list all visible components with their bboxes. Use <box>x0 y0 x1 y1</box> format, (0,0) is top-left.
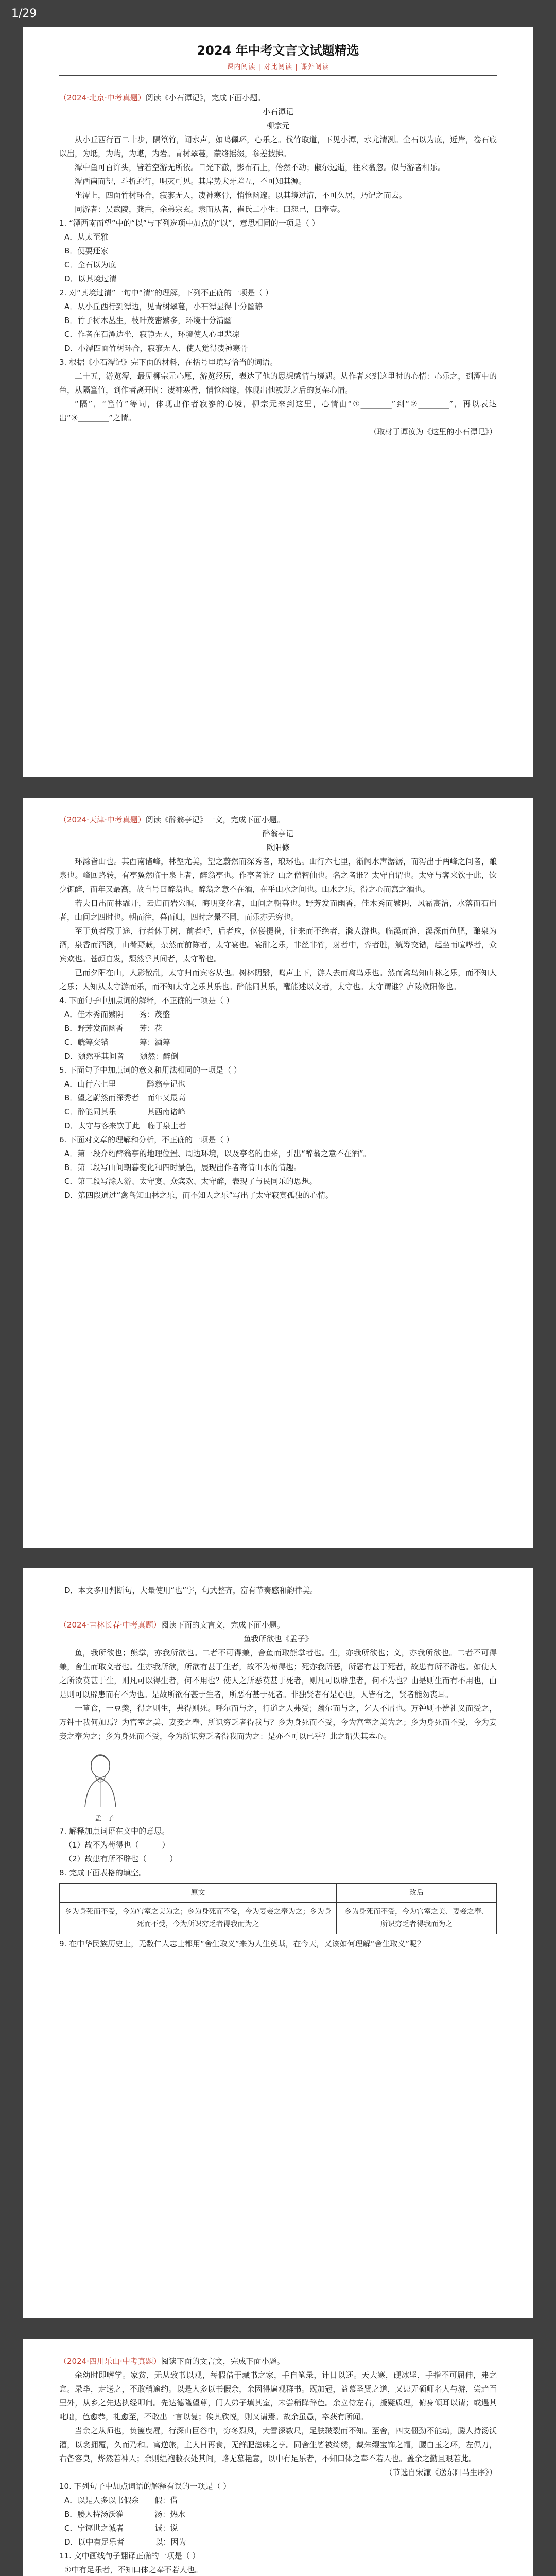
question: 6. 下面对文章的理解和分析，不正确的一项是（ ） <box>59 1135 234 1144</box>
table-row <box>60 1903 497 1934</box>
question: 7. 解释加点词语在文中的意思。 <box>59 1826 170 1836</box>
question-item: （1）故不为苟得也（ ） <box>64 1840 170 1850</box>
question: 10. 下列句子中加点词语的解释有误的一项是（ ） <box>59 2482 231 2491</box>
passage-paragraph: 当余之从师也，负箧曳屣，行深山巨谷中，穷冬烈风，大雪深数尺，足肤皲裂而不知。至舍，四支僵劲不能动，媵人持汤沃灌，以衾拥覆，久而乃和。寓逆旅，主人日再食，无鲜肥滋味之享。同舍生皆被绮绣，戴朱缨宝饰之帽，腰白玉之环，左佩刀，右备容臭，烨然若神人；余则缊袍敝衣处其间，略无慕艳意，以中有足乐者，不知口体之奉不若人也。盖余之勤且艰若此。 <box>59 2426 497 2463</box>
portrait-illustration <box>70 1747 131 1808</box>
question: 3. 根据《小石潭记》完下面的材料，在括号里填写恰当的词语。 <box>59 358 278 367</box>
option: D．第四段通过“禽鸟知山林之乐，而不知人之乐”写出了太守寂寞孤独的心情。 <box>64 1191 334 1200</box>
option: D．小潭四面竹树环合，寂寥无人，使人觉得凄神寒骨 <box>64 344 248 353</box>
document-tagline: 课内阅读 | 对比阅读 | 课外阅读 <box>227 63 329 71</box>
section-2 <box>59 813 497 1202</box>
section-heading: （2024·吉林长春·中考真题）阅读下面的文言文，完成下面小题。 <box>59 1620 285 1630</box>
option: A．以是人多以书假余 假：借 <box>64 2496 178 2505</box>
option: B．媵人持汤沃灌 汤：热水 <box>64 2510 186 2519</box>
document-page-3 <box>23 1568 533 2318</box>
table-header: 原文 <box>60 1884 337 1903</box>
option: C．宁诬世之诚者 诚：说 <box>64 2523 178 2533</box>
question: 1. “潭西南而望”中的“以”与下列选项中加点的“以”，意思相同的一项是（ ） <box>59 218 320 228</box>
option: D．以其境过清 <box>64 274 117 283</box>
passage-title: 小石潭记 <box>262 107 293 116</box>
option: A．从小丘西行到潭边，见青树翠蔓，小石潭显得十分幽静 <box>64 302 263 311</box>
option: B．便要还家 <box>64 246 109 256</box>
passage-paragraph: 坐潭上，四面竹树环合，寂寥无人，凄神寒骨，悄怆幽邃。以其境过清，不可久居，乃记之而去。 <box>75 191 407 200</box>
option: B．望之蔚然而深秀者 而年又最高 <box>64 1093 186 1103</box>
question: 2. 对“其境过清”一句中“清”的理解，下列不正确的一项是（ ） <box>59 288 273 297</box>
option: B．竹子树木丛生，枝叶茂密繁多，环境十分清幽 <box>64 316 232 325</box>
document-page-1 <box>23 27 533 777</box>
table-header: 改后 <box>337 1884 497 1903</box>
viewer-toolbar <box>0 0 556 27</box>
table-cell: 乡为身死而不受，今为宫室之美、妻妾之奉、所识穷乏者得我而为之 <box>337 1903 497 1934</box>
divider <box>59 75 497 76</box>
passage-paragraph: 从小丘西行百二十步，隔篁竹，闻水声，如鸣佩环，心乐之。伐竹取道，下见小潭，水尤清冽。全石以为底，近岸，卷石底以出，为坻，为屿，为嵁，为岩。青树翠蔓，蒙络摇缀，参差披拂。 <box>59 135 497 158</box>
option: A．第一段介绍醉翁亭的地理位置、周边环境，以及亭名的由来，引出“醉翁之意不在酒”。 <box>64 1149 371 1158</box>
passage-paragraph: 至于负者歌于途，行者休于树，前者呼，后者应，伛偻提携，往来而不绝者，滁人游也。临溪而渔，溪深而鱼肥，酿泉为酒，泉香而酒洌，山肴野蔌，杂然而前陈者，太守宴也。宴酣之乐，非丝非竹，射者中，弈者胜，觥筹交错，起坐而喧哗者，众宾欢也。苍颜白发，颓然乎其间者，太守醉也。 <box>59 926 497 963</box>
question-item: （2）故患有所不辟也（ ） <box>64 1854 178 1863</box>
option: A．从太至雅 <box>64 232 109 242</box>
question: 11. 文中画线句子翻译正确的一项是（ ） <box>59 2551 200 2561</box>
passage-paragraph: 同游者：吴武陵，龚古，余弟宗玄。隶而从者，崔氏二小生：曰恕己，曰奉壹。 <box>75 205 345 214</box>
section-2-tail <box>59 1584 497 1598</box>
section-heading: （2024·四川乐山·中考真题）阅读下面的文言文，完成下面小题。 <box>59 2357 285 2366</box>
section-heading: （2024·天津·中考真题）阅读《醉翁亭记》一文，完成下面小题。 <box>59 815 285 824</box>
section-4 <box>59 2354 497 2576</box>
option: C．觥筹交错 筹：酒筹 <box>64 1038 170 1047</box>
question: 4. 下面句子中加点词的解释，不正确的一项是（ ） <box>59 996 234 1005</box>
material-source: （取材于谭汝为《这里的小石潭记》） <box>369 427 497 436</box>
option: A．山行六七里 醉翁亭记也 <box>64 1079 186 1089</box>
table-cell: 乡为身死而不受，今为宫室之美为之；乡为身死而不受，今为妻妾之奉为之；乡为身死而不受，今为所识穷乏者得我而为之 <box>60 1903 337 1934</box>
question: 5. 下面句子中加点词的意义和用法相同的一项是（ ） <box>59 1065 241 1075</box>
question: 9. 在中华民族历史上，无数仁人志士都用“舍生取义”来为人生奠基，在今天，又该如何理解“舍生取义”呢？ <box>59 1939 425 1948</box>
passage-paragraph: 一箪食，一豆羹，得之则生，弗得则死。呼尔而与之，行道之人弗受；蹴尔而与之，乞人不屑也。万钟则不辨礼义而受之，万钟于我何加焉？为宫室之美、妻妾之奉、所识穷乏者得我与？乡为身死而不受，今为宫室之美为之；乡为身死而不受，今为妻妾之奉为之；乡为身死而不受，今为所识穷乏者得我而为之：是亦不可以已乎？此之谓失其本心。 <box>59 1704 497 1741</box>
option: D．以中有足乐者 以：因为 <box>64 2537 186 2547</box>
material-paragraph: “隔”，“篁竹”等词，体现出作者寂寥的心境，柳宗元来到这里，心情由“①________”到“②________”，再以表达出“③________”之情。 <box>59 399 497 422</box>
section-heading: （2024·北京·中考真题）阅读《小石潭记》，完成下面小题。 <box>59 93 266 103</box>
question: 8. 完成下面表格的填空。 <box>59 1868 147 1877</box>
option: D．太守与客来饮于此 临于泉上者 <box>64 1121 186 1130</box>
passage-paragraph: 已而夕阳在山，人影散乱，太守归而宾客从也。树林阴翳，鸣声上下，游人去而禽鸟乐也。然而禽鸟知山林之乐，而不知人之乐；人知从太守游而乐，而不知太守之乐其乐也。醉能同其乐，醒能述以文者，太守也。太守谓谁？庐陵欧阳修也。 <box>59 968 497 991</box>
section-3 <box>59 1618 497 1951</box>
option: A．佳木秀而繁阴 秀：茂盛 <box>64 1010 170 1019</box>
passage-source: （节选自宋濂《送东阳马生序》） <box>385 2468 497 2477</box>
option: C．醉能同其乐 其西南诸峰 <box>64 1107 186 1116</box>
option: D．颓然乎其间者 颓然：醉倒 <box>64 1052 179 1061</box>
passage-paragraph: 潭中鱼可百许头，皆若空游无所依。日光下澈，影布石上，佁然不动；俶尔远逝，往来翕忽。似与游者相乐。 <box>75 163 446 172</box>
portrait-caption: 孟 子 <box>95 1815 114 1822</box>
passage-title: 醉翁亭记 <box>262 829 293 838</box>
document-page-2 <box>23 798 533 1548</box>
passage-author: 柳宗元 <box>266 121 290 130</box>
passage-paragraph: 余幼时即嗜学。家贫，无从致书以观，每假借于藏书之家，手自笔录，计日以还。天大寒，砚冰坚，手指不可屈伸，弗之怠。录毕，走送之，不敢稍逾约。以是人多以书假余，余因得遍观群书。既加冠，益慕圣贤之道，又患无硕师名人与游，尝趋百里外，从乡之先达执经叩问。先达德隆望尊，门人弟子填其室，未尝稍降辞色。余立侍左右，援疑质理，俯身倾耳以请；或遇其叱咄，色愈恭，礼愈至，不敢出一言以复；俟其欣悦，则又请焉。故余虽愚，卒获有所闻。 <box>59 2370 497 2421</box>
passage-paragraph: 环滁皆山也。其西南诸峰，林壑尤美，望之蔚然而深秀者，琅琊也。山行六七里，渐闻水声潺潺，而泻出于两峰之间者，酿泉也。峰回路转，有亭翼然临于泉上者，醉翁亭也。作亭者谁？山之僧智仙也。名之者谁？太守自谓也。太守与客来饮于此，饮少辄醉，而年又最高，故自号曰醉翁也。醉翁之意不在酒，在乎山水之间也。山水之乐，得之心而寓之酒也。 <box>59 857 497 894</box>
passage-title: 鱼我所欲也《孟子》 <box>243 1634 313 1643</box>
section-1 <box>59 91 497 439</box>
option: C．第三段写滁人游、太守宴、众宾欢、太守醉，表现了与民同乐的思想。 <box>64 1177 317 1186</box>
option: D．本文多用判断句，大量使用“也”字，句式整齐，富有节奏感和韵律美。 <box>64 1586 318 1595</box>
passage-paragraph: 若夫日出而林霏开，云归而岩穴暝，晦明变化者，山间之朝暮也。野芳发而幽香，佳木秀而繁阴，风霜高洁，水落而石出者，山间之四时也。朝而往，暮而归，四时之景不同，而乐亦无穷也。 <box>59 899 497 922</box>
document-title: 2024 年中考文言文试题精选 <box>197 43 359 58</box>
comparison-table <box>59 1883 497 1934</box>
option: C．全石以为底 <box>64 260 116 269</box>
passage-paragraph: 潭西南而望，斗折蛇行，明灭可见。其岸势犬牙差互，不可知其源。 <box>75 177 307 186</box>
passage-paragraph: 鱼，我所欲也；熊掌，亦我所欲也。二者不可得兼，舍鱼而取熊掌者也。生，亦我所欲也；义，亦我所欲也。二者不可得兼，舍生而取义者也。生亦我所欲，所欲有甚于生者，故不为苟得也；死亦我所恶，所恶有甚于死者，故患有所不辟也。如使人之所欲莫甚于生，则凡可以得生者，何不用也？使人之所恶莫甚于死者，则凡可以辟患者，何不为也？由是则生而有不用也，由是则可以辟患而有不为也。是故所欲有甚于生者，所恶有甚于死者。非独贤者有是心也，人皆有之，贤者能勿丧耳。 <box>59 1648 497 1699</box>
question-item: ①中有足乐者，不知口体之奉不若人也。 <box>64 2565 203 2574</box>
page-indicator: 1/29 <box>11 7 37 20</box>
option: B．第二段写山间朝暮变化和四时景色，展现出作者寄情山水的情趣。 <box>64 1163 302 1172</box>
passage-author: 欧阳修 <box>266 843 290 852</box>
document-page-4 <box>23 2339 533 2576</box>
option: C．作者在石潭边坐，寂静无人，环境使人心里悲凉 <box>64 330 240 339</box>
option: B．野芳发而幽香 芳：花 <box>64 1024 163 1033</box>
material-paragraph: 二十五，游览潭，最见柳宗元心愿，游览经历，表达了他的思想感情与境遇。从作者来到这里时的心情：心乐之，到潭中的鱼，从隔篁竹，到作者离开时：凄神寒骨，悄怆幽邃，体现出他被贬之后的复杂心情。 <box>59 371 497 395</box>
